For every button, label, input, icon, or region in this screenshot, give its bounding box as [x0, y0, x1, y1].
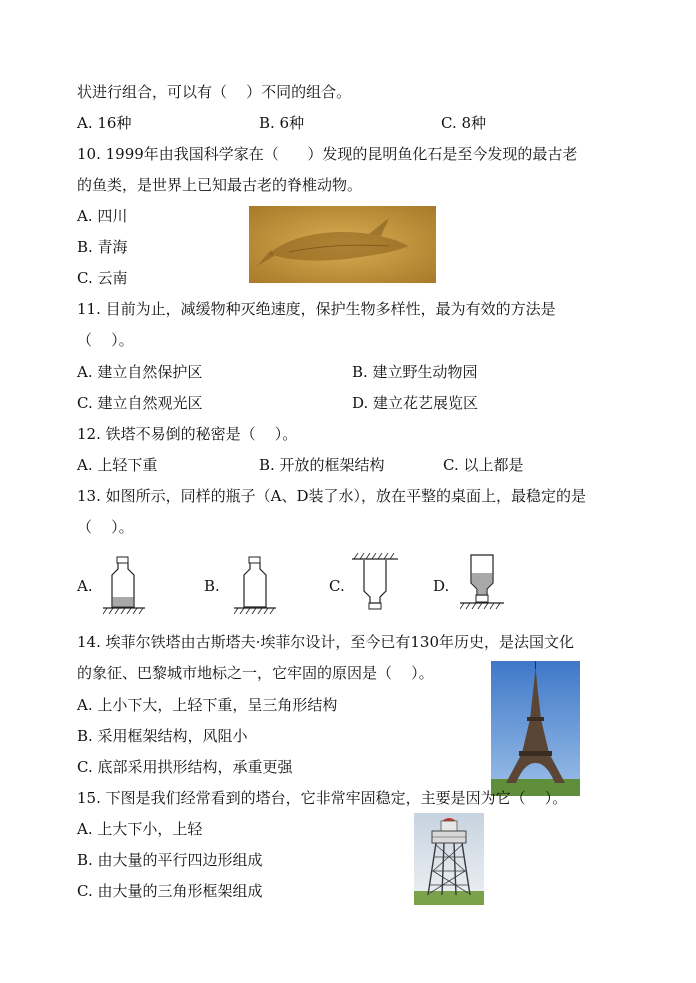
q12-option-c: C. 以上都是	[443, 456, 524, 474]
q14-stem-line2: 的象征、巴黎城市地标之一，它牢固的原因是（ ）。	[77, 664, 434, 682]
q13-stem: 13. 如图所示，同样的瓶子（A、D装了水），放在平整的桌面上，最稳定的是	[77, 487, 586, 505]
q10-option-b: B. 青海	[77, 238, 128, 256]
q11-option-c: C. 建立自然观光区	[77, 394, 203, 412]
bottle-b-upright-empty	[234, 553, 276, 615]
fossil-image	[249, 206, 436, 283]
q14-option-b: B. 采用框架结构，风阻小	[77, 727, 248, 745]
q10-stem: 10. 1999年由我国科学家在（ ）发现的昆明鱼化石是至今发现的最古老	[77, 145, 578, 163]
q11-stem-line2: （ ）。	[77, 331, 134, 349]
q13-label-b: B.	[204, 577, 220, 595]
lattice-tower-photo	[414, 813, 484, 905]
bottle-c-inverted-empty	[352, 553, 398, 615]
q14-option-a: A. 上小下大，上轻下重，呈三角形结构	[77, 696, 338, 714]
q9-option-a: A. 16种	[77, 114, 132, 132]
q15-option-a: A. 上大下小，上轻	[77, 820, 203, 838]
q12-option-a: A. 上轻下重	[77, 456, 158, 474]
q13-label-d: D.	[433, 577, 450, 595]
q11-option-d: D. 建立花艺展览区	[352, 394, 479, 412]
q14-option-c: C. 底部采用拱形结构，承重更强	[77, 758, 293, 776]
bottle-a-upright-water	[103, 553, 145, 615]
q10-option-c: C. 云南	[77, 269, 128, 287]
q12-option-b: B. 开放的框架结构	[259, 456, 385, 474]
q13-label-c: C.	[329, 577, 345, 595]
q15-option-b: B. 由大量的平行四边形组成	[77, 851, 263, 869]
q15-option-c: C. 由大量的三角形框架组成	[77, 882, 263, 900]
q13-label-a: A.	[77, 577, 93, 595]
q15-stem: 15. 下图是我们经常看到的塔台，它非常牢固稳定，主要是因为它（ ）。	[77, 789, 568, 807]
q9-option-b: B. 6种	[259, 114, 305, 132]
eiffel-tower-photo	[491, 661, 580, 796]
q10-option-a: A. 四川	[77, 207, 128, 225]
q10-stem-line2: 的鱼类，是世界上已知最古老的脊椎动物。	[77, 176, 363, 194]
q13-stem-line2: （ ）。	[77, 518, 134, 536]
bottle-d-inverted-water	[460, 553, 504, 615]
q12-stem: 12. 铁塔不易倒的秘密是（ ）。	[77, 425, 298, 443]
q9-option-c: C. 8种	[441, 114, 487, 132]
q11-option-b: B. 建立野生动物园	[352, 363, 478, 381]
q11-stem: 11. 目前为止，减缓物种灭绝速度，保护生物多样性，最为有效的方法是	[77, 300, 556, 318]
q9-stem-continuation: 状进行组合，可以有（ ）不同的组合。	[77, 83, 352, 101]
q14-stem: 14. 埃菲尔铁塔由古斯塔夫·埃菲尔设计，至今已有130年历史，是法国文化	[77, 633, 575, 651]
q11-option-a: A. 建立自然保护区	[77, 363, 203, 381]
